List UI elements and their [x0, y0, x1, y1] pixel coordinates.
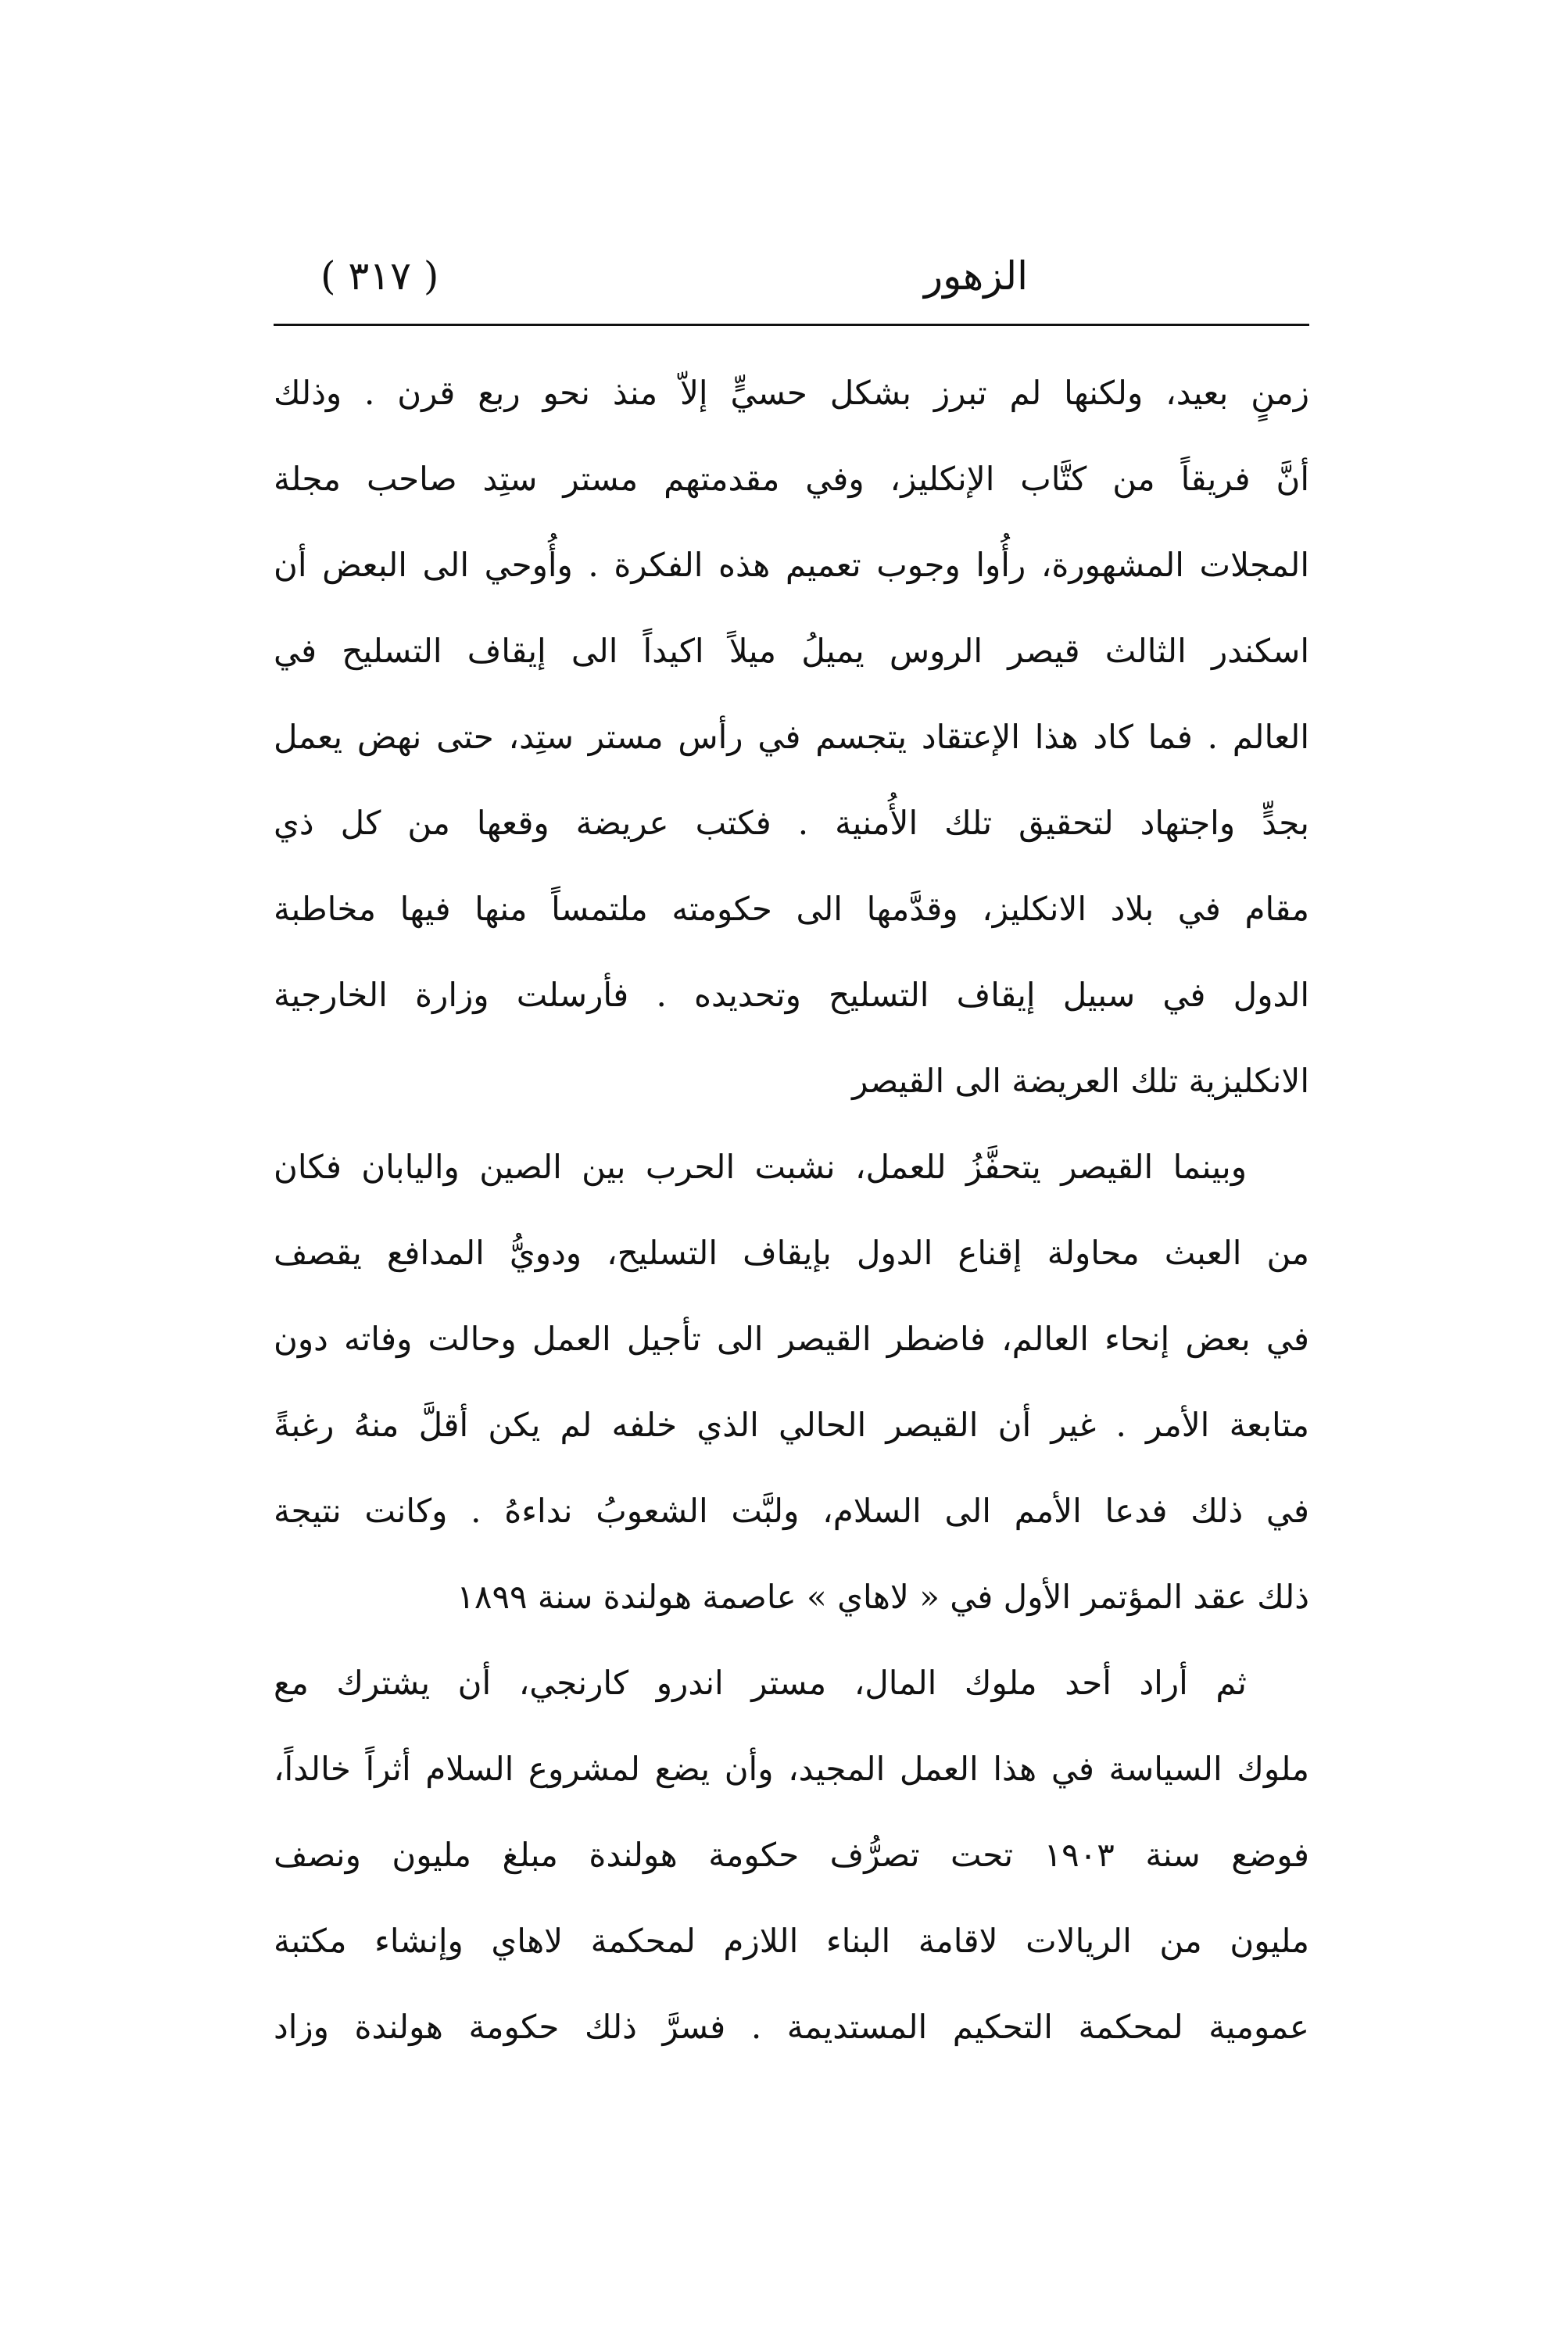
header-rule	[274, 324, 1309, 326]
text-line: فوضع سنة ١٩٠٣ تحت تصرُّف حكومة هولندة مبلغ مليون ونصف	[274, 1836, 1309, 1874]
running-title: الزهور	[923, 253, 1028, 299]
page-number: ( ٣١٧ )	[320, 253, 439, 299]
text-line: أنَّ فريقاً من كتَّاب الإنكليز، وفي مقدمتهم مستر ستِد صاحب مجلة	[274, 460, 1309, 498]
text-line: ملوك السياسة في هذا العمل المجيد، وأن يضع لمشروع السلام أثراً خالداً،	[274, 1750, 1309, 1788]
text-line: عمومية لمحكمة التحكيم المستديمة . فسرَّ ذلك حكومة هولندة وزاد	[274, 2008, 1309, 2046]
text-line: مقام في بلاد الانكليز، وقدَّمها الى حكومته ملتمساً منها فيها مخاطبة	[274, 890, 1309, 928]
text-line: بجدٍّ واجتهاد لتحقيق تلك الأُمنية . فكتب عريضة وقعها من كل ذي	[274, 804, 1309, 842]
text-line-paragraph-start: وبينما القيصر يتحفَّزُ للعمل، نشبت الحرب بين الصين واليابان فكان	[274, 1148, 1247, 1186]
text-line: في ذلك فدعا الأمم الى السلام، ولبَّت الشعوبُ نداءهُ . وكانت نتيجة	[274, 1492, 1309, 1530]
text-line: اسكندر الثالث قيصر الروس يميلُ ميلاً اكيداً الى إيقاف التسليح في	[274, 632, 1309, 670]
text-line: مليون من الريالات لاقامة البناء اللازم لمحكمة لاهاي وإنشاء مكتبة	[274, 1922, 1309, 1960]
text-line: الدول في سبيل إيقاف التسليح وتحديده . فأرسلت وزارة الخارجية	[274, 976, 1309, 1014]
page-header	[274, 249, 1309, 303]
text-line: متابعة الأمر . غير أن القيصر الحالي الذي خلفه لم يكن أقلَّ منهُ رغبةً	[274, 1406, 1309, 1444]
text-line: زمنٍ بعيد، ولكنها لم تبرز بشكل حسيٍّ إلاّ منذ نحو ربع قرن . وذلك	[274, 374, 1309, 412]
text-line: المجلات المشهورة، رأُوا وجوب تعميم هذه الفكرة . وأُوحي الى البعض أن	[274, 546, 1309, 584]
text-line-paragraph-end: الانكليزية تلك العريضة الى القيصر	[852, 1062, 1309, 1100]
text-line: من العبث محاولة إقناع الدول بإيقاف التسليح، ودويُّ المدافع يقصف	[274, 1234, 1309, 1272]
text-line-paragraph-end: ذلك عقد المؤتمر الأول في « لاهاي » عاصمة هولندة سنة ١٨٩٩	[456, 1578, 1309, 1616]
text-line-paragraph-start: ثم أراد أحد ملوك المال، مستر اندرو كارنجي، أن يشترك مع	[274, 1664, 1247, 1702]
text-line: العالم . فما كاد هذا الإعتقاد يتجسم في رأس مستر ستِد، حتى نهض يعمل	[274, 718, 1309, 756]
text-line: في بعض إنحاء العالم، فاضطر القيصر الى تأجيل العمل وحالت وفاته دون	[274, 1320, 1309, 1358]
body-text	[274, 350, 1309, 2070]
